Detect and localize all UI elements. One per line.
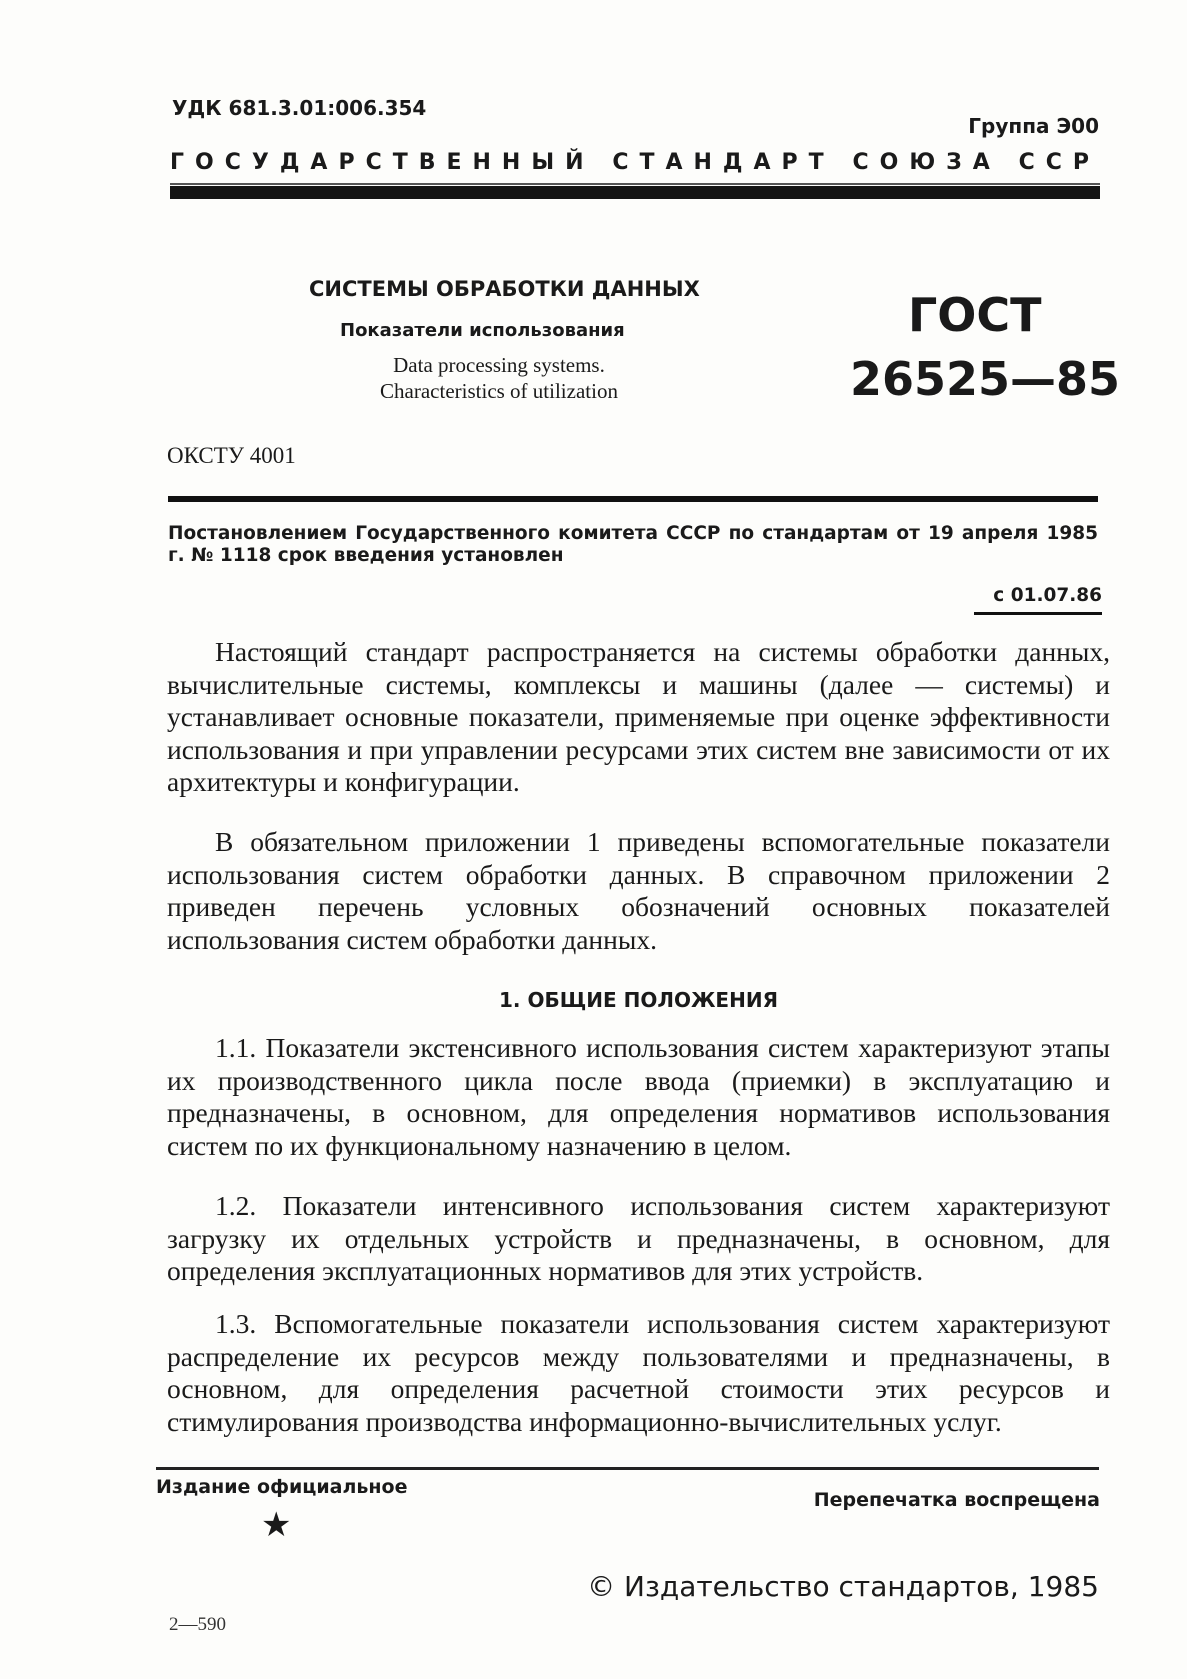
clause-1-1: 1.1. Показатели экстенсивного использования систем характеризуют этапы их производственного цикла после ввода (приемки) в эксплуатацию и предназначены, в основном, для определения нормативов использования систем по их функциональному назначению в целом. [167,1032,1110,1161]
heading-word: СТАНДАРТ [612,150,835,175]
document-subtitle: Показатели использования [340,320,625,341]
bottom-divider [156,1467,1099,1470]
clause-1-3: 1.3. Вспомогательные показатели использования систем характеризуют распределение их ресурсов между пользователями и предназначены, в основном, для определения расчетной стоимости этих ресурсов и стимулирования производства информационно-вычислительных услуг. [167,1308,1110,1437]
section-heading: 1. ОБЩИЕ ПОЛОЖЕНИЯ [499,988,778,1012]
english-title-line: Characteristics of utilization [380,379,618,403]
appendix-paragraph: В обязательном приложении 1 приведены вспомогательные показатели использования систем обработки данных. В справочном приложении 2 приведен перечень условных обозначений основных показателей использования систем обработки данных. [167,826,1110,955]
document-title: СИСТЕМЫ ОБРАБОТКИ ДАННЫХ [309,277,700,301]
official-edition-label: Издание официальное [156,1476,408,1498]
gost-number: 26525—85 [850,352,1121,406]
heading-word: ССР [1018,150,1100,175]
print-code: 2—590 [169,1614,226,1635]
heading-word: ГОСУДАРСТВЕННЫЙ [170,150,595,175]
reprint-notice: Перепечатка воспрещена [813,1489,1100,1511]
publisher-name: Издательство стандартов, 1985 [624,1570,1099,1603]
effective-date: с 01.07.86 [974,585,1102,615]
middle-divider [168,496,1098,502]
english-title [320,352,678,404]
clause-1-2: 1.2. Показатели интенсивного использования систем характеризуют загрузку их отдельных устройств и предназначены, в основном, для определения эксплуатационных нормативов для этих устройств. [167,1190,1110,1286]
decree-text: Постановлением Государственного комитета СССР по стандартам от 19 апреля 1985 г. № 1118 срок введения установлен [168,523,1098,566]
group-code: Группа Э00 [968,114,1099,138]
intro-paragraph: Настоящий стандарт распространяется на системы обработки данных, вычислительные системы, комплексы и машины (далее — системы) и устанавливает основные показатели, применяемые при оценке эффективности использования и при управлении ресурсами этих систем вне зависимости от их архитектуры и конфигурации. [167,636,1110,797]
publisher-line [587,1570,1099,1603]
top-divider [170,186,1100,199]
heading-word: СОЮЗА [852,150,1001,175]
star-icon: ★ [261,1505,292,1545]
state-standard-heading [170,150,1100,175]
udk-code: УДК 681.3.01:006.354 [172,96,427,120]
gost-label: ГОСТ [908,288,1042,342]
english-title-line: Data processing systems. [393,353,605,377]
okstu-code: ОКСТУ 4001 [167,443,296,468]
copyright-icon: © [587,1570,616,1603]
top-divider-thin [170,183,1100,185]
